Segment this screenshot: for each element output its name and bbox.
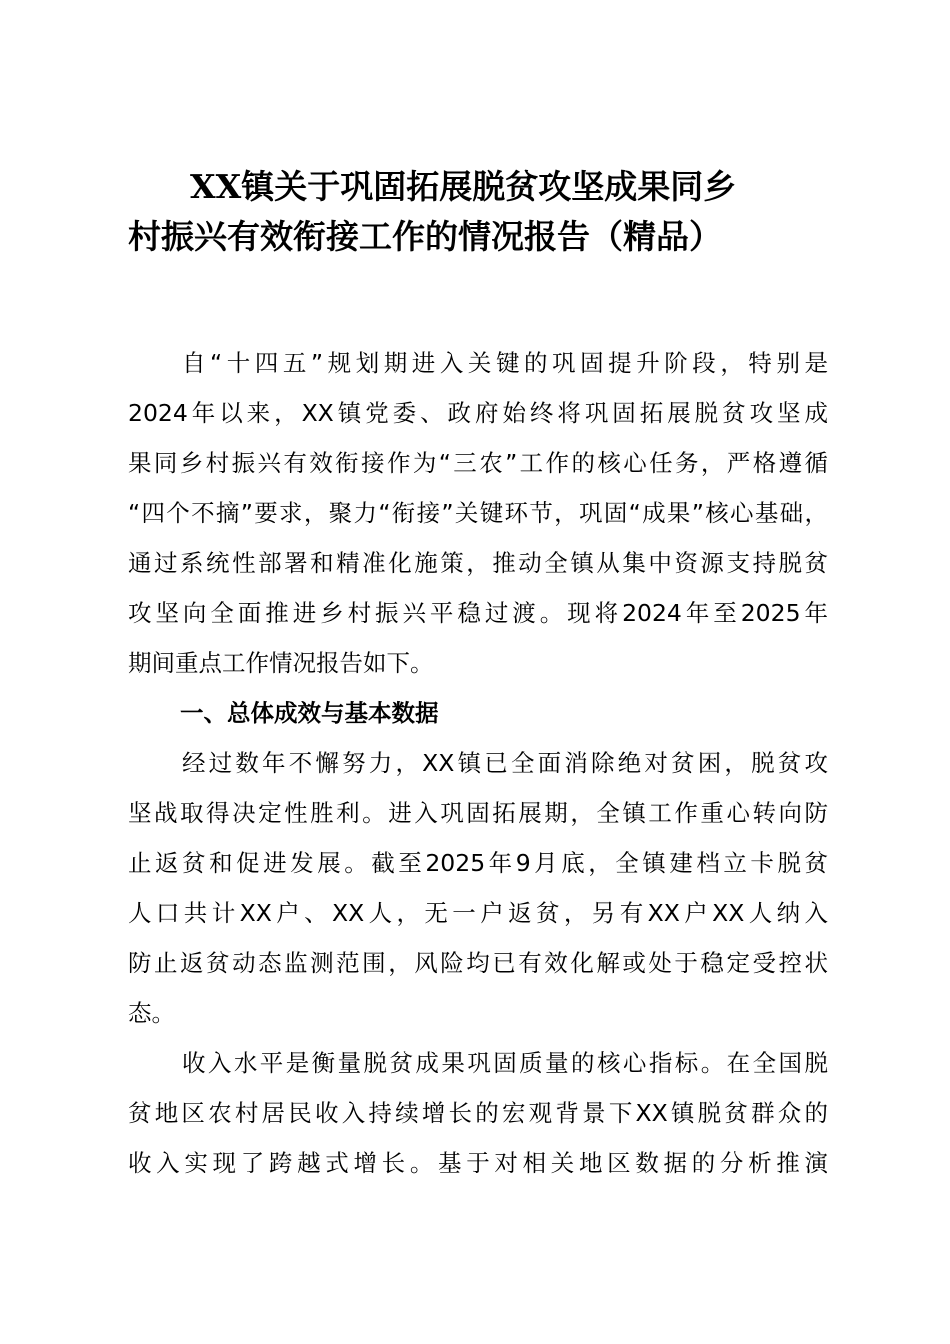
document-body — [128, 338, 828, 1188]
text-line: 收入水平是衡量脱贫成果巩固质量的核心指标。在全国脱 — [182, 1049, 828, 1077]
text-line: 自“十四五”规划期进入关键的巩固提升阶段，特别是 — [182, 349, 828, 377]
text-line: 人口共计XX户、XX人，无一户返贫，另有XX户XX人纳入 — [128, 899, 828, 927]
text-line: 期间重点工作情况报告如下。 — [128, 649, 434, 677]
text-line: 止返贫和促进发展。截至2025年9月底，全镇建档立卡脱贫 — [128, 849, 828, 877]
text-line: “四个不摘”要求，聚力“衔接”关键环节，巩固“成果”核心基础， — [128, 499, 828, 527]
paragraph-overall-results — [128, 738, 828, 1038]
text-line: 贫地区农村居民收入持续增长的宏观背景下XX镇脱贫群众的 — [128, 1099, 828, 1127]
text-line: 收入实现了跨越式增长。基于对相关地区数据的分析推演 — [128, 1149, 828, 1177]
text-line: 2024年以来，XX镇党委、政府始终将巩固拓展脱贫攻坚成 — [128, 399, 828, 427]
title-line-2: 村振兴有效衔接工作的情况报告（精品） — [128, 217, 722, 256]
text-line: 坚战取得决定性胜利。进入巩固拓展期，全镇工作重心转向防 — [128, 799, 828, 827]
document-title — [128, 162, 828, 262]
text-line: 防止返贫动态监测范围，风险均已有效化解或处于稳定受控状 — [128, 949, 828, 977]
text-line: 经过数年不懈努力，XX镇已全面消除绝对贫困，脱贫攻 — [182, 749, 828, 777]
paragraph-income — [128, 1038, 828, 1188]
section-heading-1: 一、总体成效与基本数据 — [180, 699, 439, 727]
paragraph-intro — [128, 338, 828, 688]
text-line: 通过系统性部署和精准化施策，推动全镇从集中资源支持脱贫 — [128, 549, 828, 577]
text-line: 攻坚向全面推进乡村振兴平稳过渡。现将2024年至2025年 — [128, 599, 828, 627]
text-line: 果同乡村振兴有效衔接作为“三农”工作的核心任务，严格遵循 — [128, 449, 828, 477]
text-line: 态。 — [128, 999, 175, 1027]
title-line-1: XX镇关于巩固拓展脱贫攻坚成果同乡 — [190, 167, 737, 206]
